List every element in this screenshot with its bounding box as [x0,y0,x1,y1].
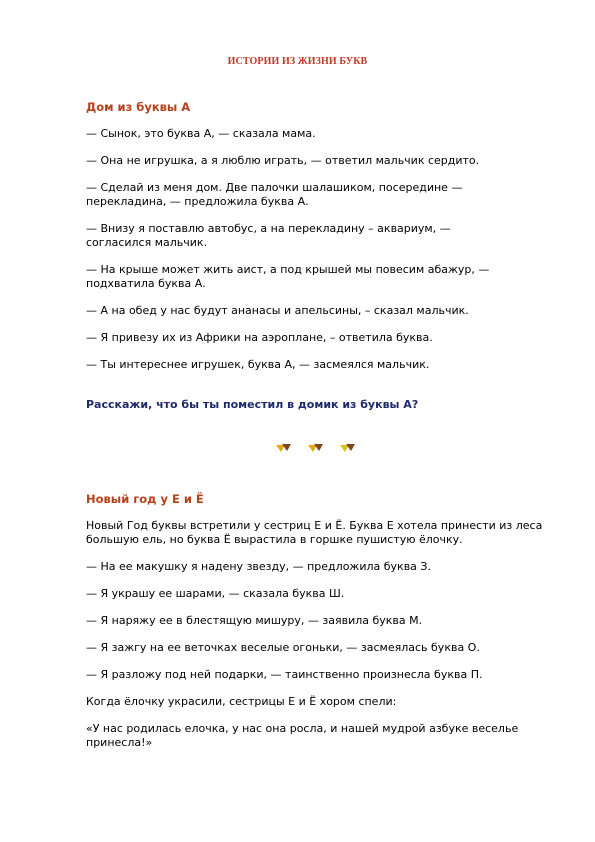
paragraph: — Она не игрушка, а я люблю играть, — ответил мальчик сердито. [86,154,480,167]
question-prompt: Расскажи, что бы ты поместил в домик из буквы А? [86,398,419,411]
leaf-ornament-icon [339,443,357,453]
document-body [86,100,546,750]
leaf-ornament-icon [307,443,325,453]
paragraph: Когда ёлочку украсили, сестрицы Е и Ё хором спели: [86,695,397,708]
song-quote: «У нас родилась елочка, у нас она росла, и нашей мудрой азбуке веселье принесла!» [86,722,519,749]
paragraph: — Сделай из меня дом. Две палочки шалашиком, посередине — перекладина, — предложила буква А. [86,181,463,208]
paragraph: — Я разложу под ней подарки, — таинственно произнесла буква П. [86,668,483,681]
paragraph: — Я наряжу ее в блестящую мишуру, — заявила буква М. [86,614,423,627]
paragraph: — На крыше может жить аист, а под крышей мы повесим абажур, — подхватила буква А. [86,263,490,290]
paragraph: — На ее макушку я надену звезду, — предложила буква З. [86,560,431,573]
paragraph: Новый Год буквы встретили у сестриц Е и Ё. Буква Е хотела принести из леса большую ель, но буква Ё вырастила в горшке пушистую ёлочку. [86,519,543,546]
leaf-ornament-icon [275,443,293,453]
document-title: ИСТОРИИ ИЗ ЖИЗНИ БУКВ [227,56,368,67]
paragraph: — Ты интереснее игрушек, буква А, — засмеялся мальчик. [86,358,430,371]
paragraph: — Сынок, это буква А, — сказала мама. [86,127,316,140]
section-heading-dom: Дом из буквы А [86,100,191,114]
paragraph: — Я привезу их из Африки на аэроплане, – ответила буква. [86,331,433,344]
paragraph: — Я зажгу на ее веточках веселые огоньки, — засмеялась буква О. [86,641,480,654]
paragraph: — Я украшу ее шарами, — сказала буква Ш. [86,587,345,600]
section-divider-ornament [86,440,546,456]
section-heading-new-year: Новый год у Е и Ё [86,492,204,506]
paragraph: — А на обед у нас будут ананасы и апельсины, – сказал мальчик. [86,304,469,317]
paragraph: — Внизу я поставлю автобус, а на перекладину – аквариум, — согласился мальчик. [86,222,451,249]
